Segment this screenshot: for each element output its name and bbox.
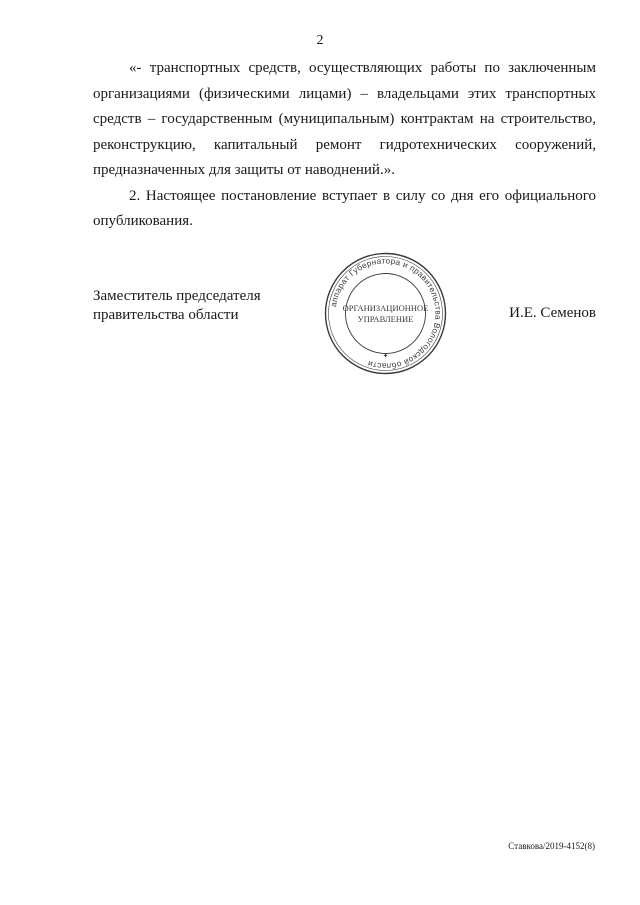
- official-seal-stamp: [323, 251, 448, 376]
- paragraph-amendment: «- транспортных средств, осуществляющих работы по заключенным организациями (физическими лицами) – владельцами этих транспортных средств – государственным (муниципальным) контрактам на строительство, реконструкцию, капитальный ремонт гидротехнических сооружений, предназначенных для защиты от наводнений.».: [93, 60, 596, 178]
- page-number: 2: [316, 33, 324, 48]
- seal-star-icon: ✦: [382, 352, 389, 360]
- seal-outer-text-path: аппарат Губернатора и правительства Вологодской области: [328, 256, 443, 371]
- signer-title: [93, 287, 261, 325]
- signer-title-line1: Заместитель председателя: [93, 288, 261, 304]
- signer-title-line2: правительства области: [93, 307, 239, 323]
- footer-document-code: Ставкова/2019-4152(8): [508, 841, 595, 851]
- signer-name: И.Е. Семенов: [509, 305, 596, 321]
- seal-center-line1: ОРГАНИЗАЦИОННОЕ: [342, 303, 429, 313]
- seal-center-line2: УПРАВЛЕНИЕ: [357, 314, 414, 324]
- paragraph-effective-date: 2. Настоящее постановление вступает в силу со дня его официального опубликования.: [93, 187, 596, 229]
- document-body: [93, 56, 596, 235]
